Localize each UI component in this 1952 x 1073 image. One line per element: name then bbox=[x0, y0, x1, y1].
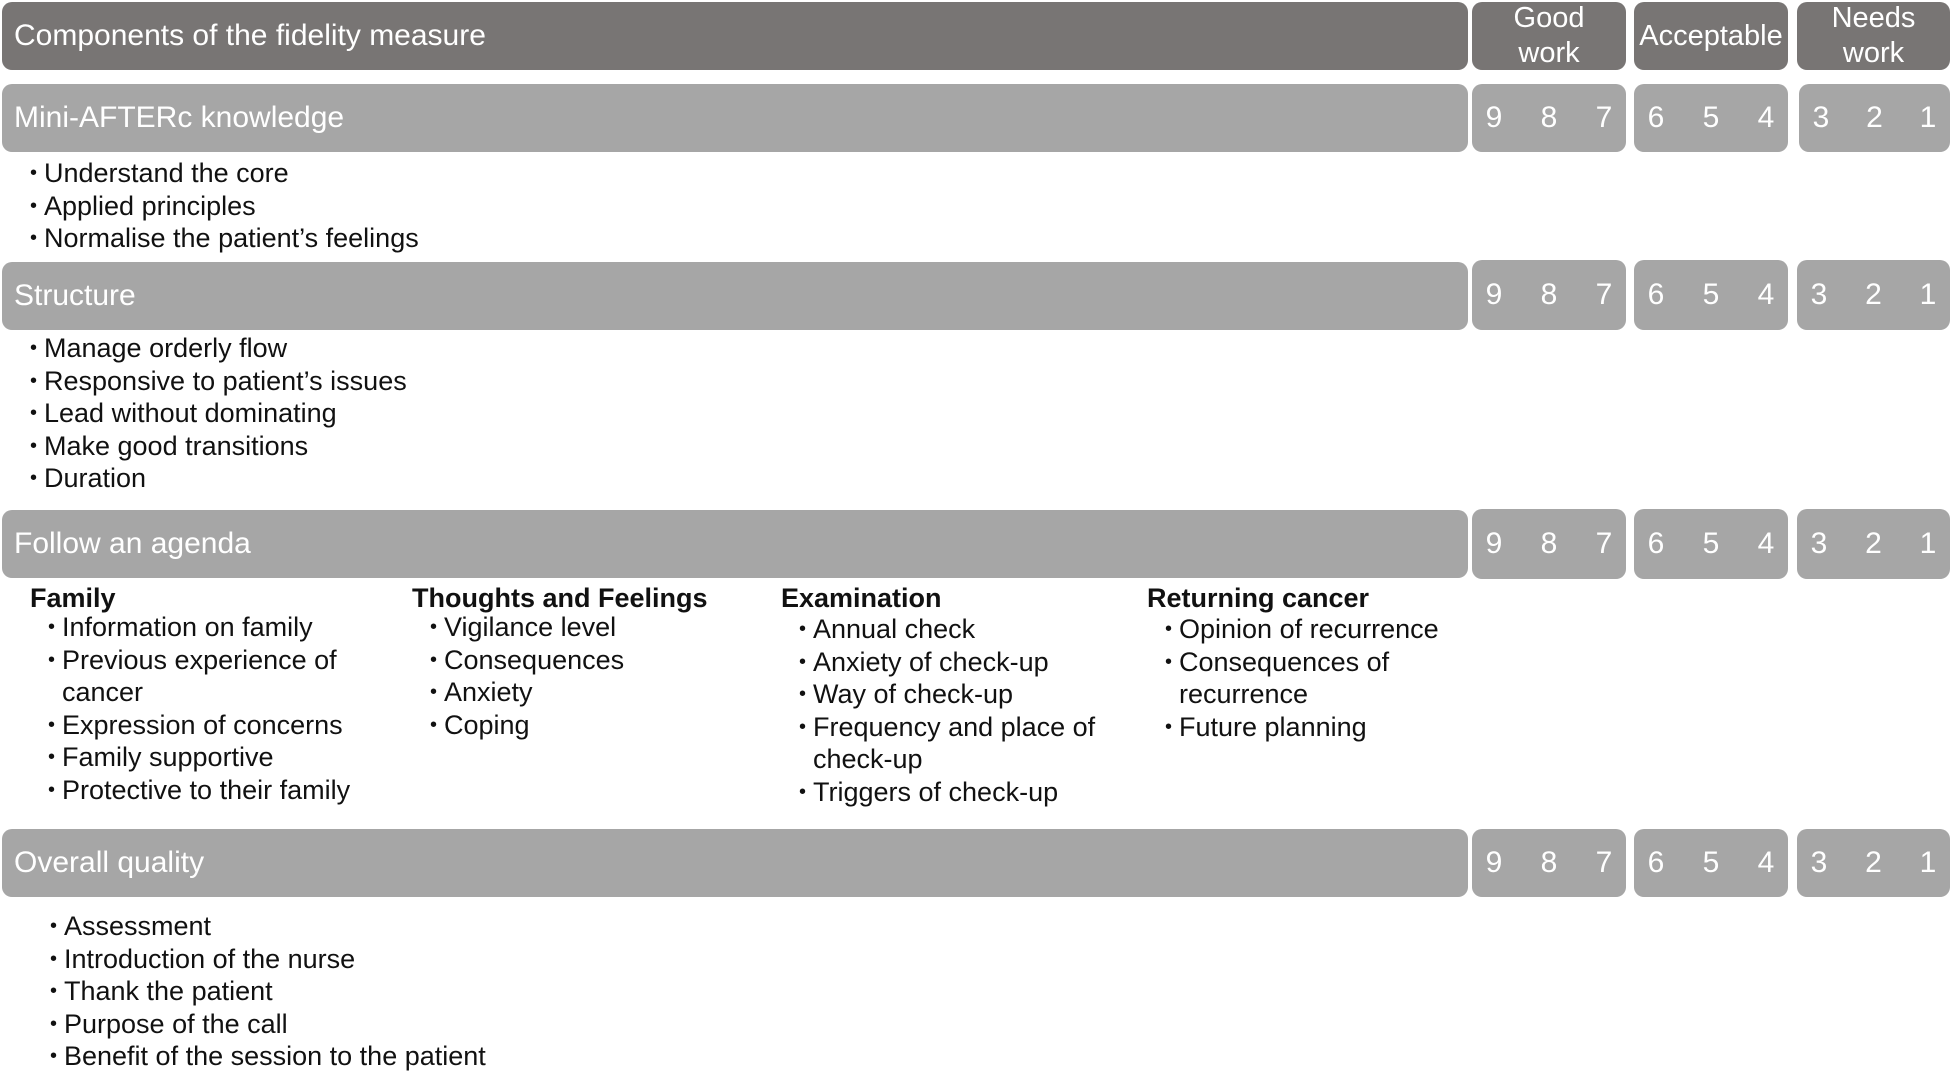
agenda-good-scores bbox=[1472, 509, 1626, 579]
score: 6 bbox=[1647, 278, 1665, 311]
list-item: • Make good transitions bbox=[30, 430, 407, 463]
agenda-family-list bbox=[48, 611, 378, 806]
section-overall-title: Overall quality bbox=[14, 846, 205, 879]
score: 5 bbox=[1702, 278, 1720, 311]
score: 3 bbox=[1810, 278, 1828, 311]
list-item: • Way of check-up bbox=[799, 678, 1119, 711]
score: 7 bbox=[1595, 527, 1613, 560]
header-title-bar bbox=[2, 2, 1468, 70]
score: 9 bbox=[1485, 278, 1503, 311]
knowledge-needs-scores bbox=[1799, 84, 1950, 152]
score: 8 bbox=[1540, 278, 1558, 311]
score: 6 bbox=[1647, 527, 1665, 560]
list-item: • Triggers of check-up bbox=[799, 776, 1119, 809]
score: 5 bbox=[1702, 101, 1720, 134]
score: 8 bbox=[1540, 846, 1558, 879]
section-agenda-bar bbox=[2, 510, 1468, 578]
list-item: • Benefit of the session to the patient bbox=[50, 1040, 486, 1073]
list-item: • Previous experience of cancer bbox=[48, 644, 378, 709]
agenda-needs-scores bbox=[1797, 509, 1950, 579]
score: 1 bbox=[1919, 278, 1937, 311]
agenda-returning-list bbox=[1165, 613, 1455, 743]
section-knowledge-title: Mini-AFTERc knowledge bbox=[14, 101, 345, 134]
score: 2 bbox=[1865, 527, 1882, 560]
score: 7 bbox=[1595, 278, 1613, 311]
score: 3 bbox=[1812, 101, 1830, 134]
section-agenda-title: Follow an agenda bbox=[14, 527, 251, 560]
section-overall-bar bbox=[2, 829, 1468, 897]
header-needs-work-label: Needs work bbox=[1831, 2, 1916, 69]
agenda-acceptable-scores bbox=[1634, 509, 1788, 579]
list-item: • Normalise the patient’s feelings bbox=[30, 222, 419, 255]
agenda-thoughts-list bbox=[430, 611, 760, 741]
list-item: • Future planning bbox=[1165, 711, 1455, 744]
header-title: Components of the fidelity measure bbox=[14, 19, 486, 52]
score: 1 bbox=[1919, 527, 1937, 560]
structure-list bbox=[30, 332, 407, 495]
section-structure-title: Structure bbox=[14, 279, 136, 312]
header-good-work-label: Good work bbox=[1513, 2, 1585, 69]
score: 9 bbox=[1485, 101, 1503, 134]
structure-acceptable-scores bbox=[1634, 260, 1788, 330]
list-item: • Understand the core bbox=[30, 157, 419, 190]
score: 9 bbox=[1485, 846, 1503, 879]
score: 1 bbox=[1919, 101, 1937, 134]
overall-needs-scores bbox=[1797, 829, 1950, 897]
agenda-family-heading: Family bbox=[30, 583, 116, 613]
list-item: • Applied principles bbox=[30, 190, 419, 223]
knowledge-list bbox=[30, 157, 419, 255]
agenda-examination-list bbox=[799, 613, 1119, 808]
header-needs-work bbox=[1797, 2, 1950, 70]
score: 8 bbox=[1540, 101, 1558, 134]
score: 2 bbox=[1865, 846, 1882, 879]
list-item: • Duration bbox=[30, 462, 407, 495]
list-item: • Information on family bbox=[48, 611, 378, 644]
score: 2 bbox=[1865, 278, 1882, 311]
score: 1 bbox=[1919, 846, 1937, 879]
overall-good-scores bbox=[1472, 829, 1626, 897]
header-acceptable bbox=[1634, 2, 1788, 70]
knowledge-acceptable-scores bbox=[1634, 84, 1788, 152]
list-item: • Introduction of the nurse bbox=[50, 943, 486, 976]
list-item: • Lead without dominating bbox=[30, 397, 407, 430]
score: 4 bbox=[1757, 846, 1775, 879]
list-item: • Annual check bbox=[799, 613, 1119, 646]
agenda-returning-heading: Returning cancer bbox=[1147, 583, 1370, 613]
overall-acceptable-scores bbox=[1634, 829, 1788, 897]
score: 3 bbox=[1810, 846, 1828, 879]
list-item: • Family supportive bbox=[48, 741, 378, 774]
score: 2 bbox=[1866, 101, 1883, 134]
score: 5 bbox=[1702, 527, 1720, 560]
agenda-thoughts-heading: Thoughts and Feelings bbox=[412, 583, 708, 613]
score: 3 bbox=[1810, 527, 1828, 560]
score: 5 bbox=[1702, 846, 1720, 879]
list-item: • Coping bbox=[430, 709, 760, 742]
list-item: • Thank the patient bbox=[50, 975, 486, 1008]
score: 4 bbox=[1757, 278, 1775, 311]
list-item: • Protective to their family bbox=[48, 774, 378, 807]
list-item: • Vigilance level bbox=[430, 611, 760, 644]
list-item: • Anxiety of check-up bbox=[799, 646, 1119, 679]
score: 6 bbox=[1647, 846, 1665, 879]
list-item: • Frequency and place of check-up bbox=[799, 711, 1119, 776]
overall-list bbox=[50, 910, 486, 1073]
score: 8 bbox=[1540, 527, 1558, 560]
structure-needs-scores bbox=[1797, 260, 1950, 330]
list-item: • Responsive to patient’s issues bbox=[30, 365, 407, 398]
list-item: • Opinion of recurrence bbox=[1165, 613, 1455, 646]
score: 7 bbox=[1595, 846, 1613, 879]
list-item: • Assessment bbox=[50, 910, 486, 943]
section-structure-bar bbox=[2, 262, 1468, 330]
structure-good-scores bbox=[1472, 260, 1626, 330]
score: 4 bbox=[1757, 527, 1775, 560]
agenda-examination-heading: Examination bbox=[781, 583, 942, 613]
header-good-work bbox=[1472, 2, 1626, 70]
list-item: • Consequences bbox=[430, 644, 760, 677]
section-knowledge-bar bbox=[2, 84, 1468, 152]
list-item: • Expression of concerns bbox=[48, 709, 378, 742]
header-acceptable-label: Acceptable bbox=[1639, 19, 1783, 52]
knowledge-good-scores bbox=[1472, 84, 1626, 152]
list-item: • Manage orderly flow bbox=[30, 332, 407, 365]
score: 6 bbox=[1647, 101, 1665, 134]
list-item: • Anxiety bbox=[430, 676, 760, 709]
list-item: • Consequences of recurrence bbox=[1165, 646, 1455, 711]
score: 9 bbox=[1485, 527, 1503, 560]
list-item: • Purpose of the call bbox=[50, 1008, 486, 1041]
score: 7 bbox=[1595, 101, 1613, 134]
score: 4 bbox=[1757, 101, 1775, 134]
